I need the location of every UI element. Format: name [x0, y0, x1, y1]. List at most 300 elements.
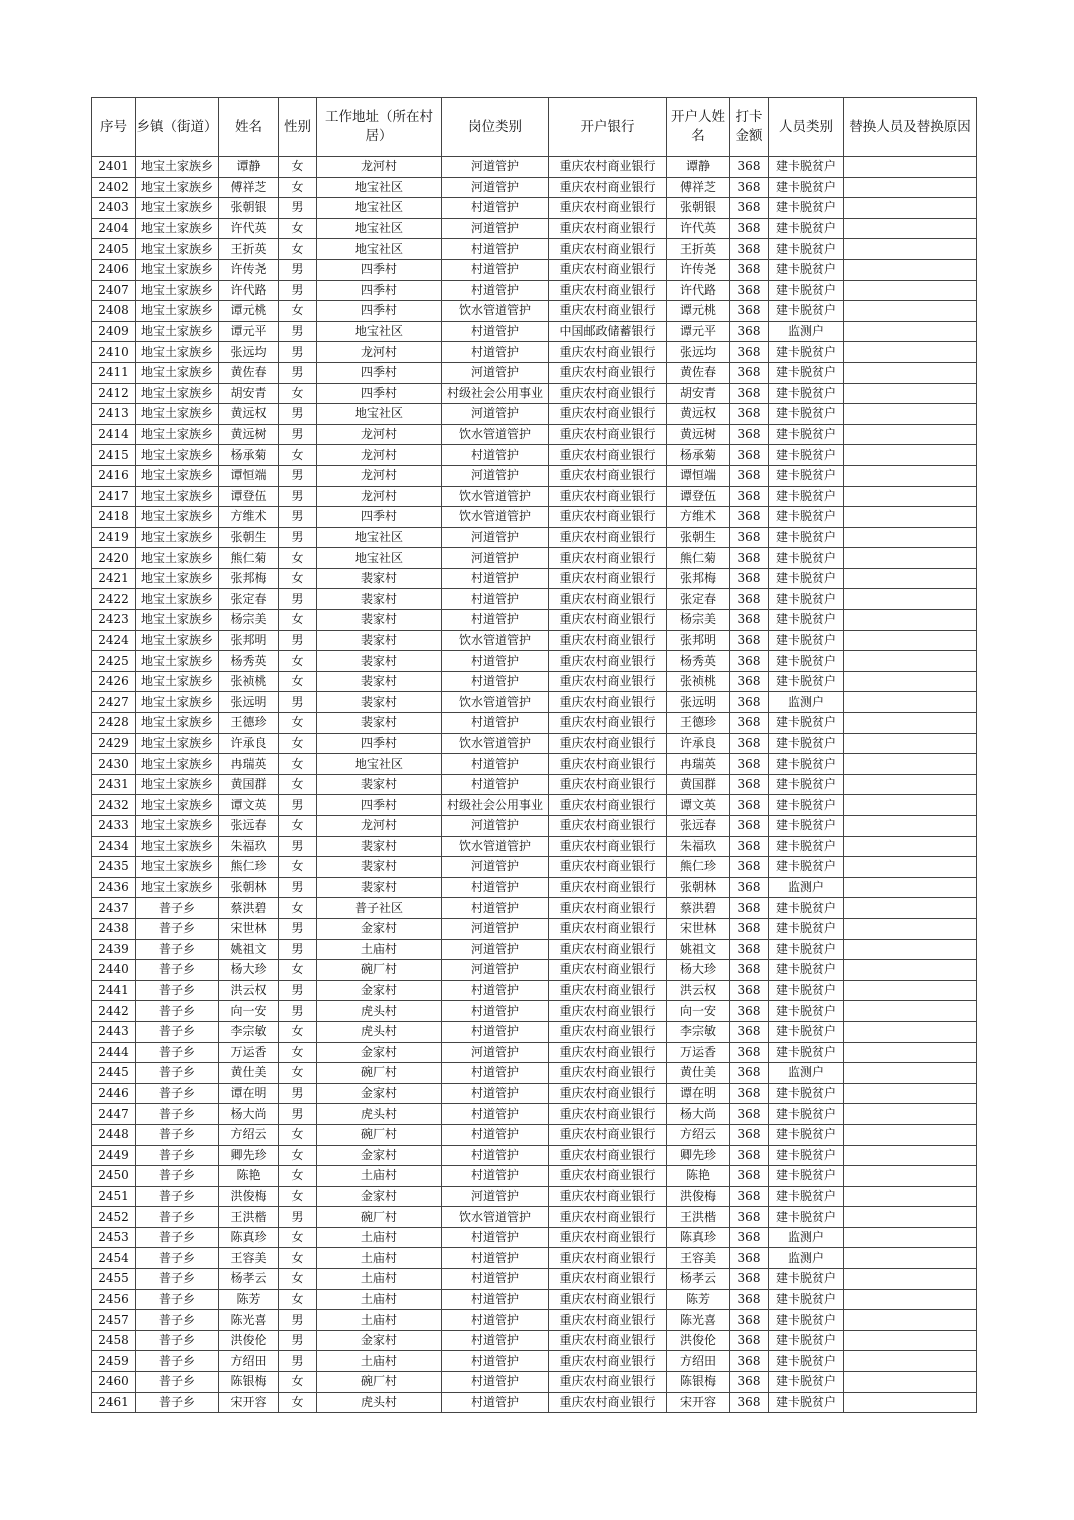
cell-amount: 368	[730, 1248, 769, 1269]
table-row	[92, 836, 977, 857]
cell-gender: 女	[279, 1021, 317, 1042]
cell-township: 地宝土家族乡	[136, 301, 219, 322]
cell-name: 方绍云	[219, 1124, 279, 1145]
cell-work-address: 土庙村	[317, 1227, 442, 1248]
cell-replacement	[844, 486, 977, 507]
cell-job-category: 河道管护	[442, 465, 549, 486]
cell-index: 2438	[92, 918, 136, 939]
cell-name: 谭在明	[219, 1083, 279, 1104]
cell-index: 2427	[92, 692, 136, 713]
cell-work-address: 虎头村	[317, 1392, 442, 1413]
cell-amount: 368	[730, 692, 769, 713]
table-row	[92, 918, 977, 939]
cell-name: 方绍田	[219, 1351, 279, 1372]
cell-name: 黄仕美	[219, 1063, 279, 1084]
cell-account-holder: 洪云权	[667, 980, 730, 1001]
cell-bank: 重庆农村商业银行	[549, 527, 667, 548]
cell-account-holder: 王洪楷	[667, 1207, 730, 1228]
cell-person-category: 监测户	[769, 1227, 844, 1248]
cell-account-holder: 朱福玖	[667, 836, 730, 857]
cell-bank: 重庆农村商业银行	[549, 610, 667, 631]
cell-name: 李宗敏	[219, 1021, 279, 1042]
cell-person-category: 建卡脱贫户	[769, 1392, 844, 1413]
cell-job-category: 饮水管道管护	[442, 733, 549, 754]
cell-index: 2404	[92, 218, 136, 239]
cell-person-category: 建卡脱贫户	[769, 301, 844, 322]
cell-township: 普子乡	[136, 1083, 219, 1104]
cell-amount: 368	[730, 795, 769, 816]
cell-work-address: 裴家村	[317, 774, 442, 795]
cell-gender: 女	[279, 1124, 317, 1145]
cell-account-holder: 冉瑞英	[667, 754, 730, 775]
cell-name: 宋世林	[219, 918, 279, 939]
cell-bank: 重庆农村商业银行	[549, 960, 667, 981]
cell-job-category: 河道管护	[442, 404, 549, 425]
cell-work-address: 碗厂村	[317, 960, 442, 981]
cell-township: 地宝土家族乡	[136, 589, 219, 610]
cell-account-holder: 胡安青	[667, 383, 730, 404]
cell-bank: 重庆农村商业银行	[549, 651, 667, 672]
col-header-account-holder: 开户人姓名	[667, 98, 730, 157]
cell-job-category: 村道管护	[442, 1083, 549, 1104]
cell-name: 谭静	[219, 157, 279, 178]
cell-name: 杨宗美	[219, 610, 279, 631]
cell-person-category: 监测户	[769, 692, 844, 713]
cell-replacement	[844, 1166, 977, 1187]
cell-gender: 男	[279, 198, 317, 219]
cell-name: 张定春	[219, 589, 279, 610]
roster-table	[91, 97, 977, 1413]
cell-gender: 女	[279, 218, 317, 239]
cell-index: 2421	[92, 568, 136, 589]
table-row	[92, 1166, 977, 1187]
cell-work-address: 裴家村	[317, 589, 442, 610]
cell-name: 洪云权	[219, 980, 279, 1001]
cell-job-category: 村道管护	[442, 1145, 549, 1166]
cell-township: 普子乡	[136, 1207, 219, 1228]
cell-account-holder: 陈银梅	[667, 1372, 730, 1393]
cell-person-category: 建卡脱贫户	[769, 259, 844, 280]
cell-bank: 重庆农村商业银行	[549, 548, 667, 569]
cell-index: 2416	[92, 465, 136, 486]
cell-index: 2450	[92, 1166, 136, 1187]
cell-account-holder: 张远明	[667, 692, 730, 713]
cell-amount: 368	[730, 774, 769, 795]
cell-bank: 重庆农村商业银行	[549, 301, 667, 322]
table-row	[92, 1001, 977, 1022]
cell-index: 2410	[92, 342, 136, 363]
cell-gender: 男	[279, 507, 317, 528]
cell-replacement	[844, 383, 977, 404]
cell-gender: 男	[279, 424, 317, 445]
cell-person-category: 建卡脱贫户	[769, 898, 844, 919]
cell-township: 普子乡	[136, 1001, 219, 1022]
cell-name: 张远明	[219, 692, 279, 713]
cell-account-holder: 宋世林	[667, 918, 730, 939]
cell-work-address: 地宝社区	[317, 321, 442, 342]
cell-name: 谭元桃	[219, 301, 279, 322]
cell-township: 普子乡	[136, 1021, 219, 1042]
cell-bank: 重庆农村商业银行	[549, 816, 667, 837]
cell-replacement	[844, 1083, 977, 1104]
cell-index: 2457	[92, 1310, 136, 1331]
cell-work-address: 裴家村	[317, 877, 442, 898]
cell-amount: 368	[730, 1021, 769, 1042]
cell-work-address: 龙河村	[317, 342, 442, 363]
cell-job-category: 村道管护	[442, 280, 549, 301]
cell-gender: 女	[279, 651, 317, 672]
cell-account-holder: 王容美	[667, 1248, 730, 1269]
cell-bank: 重庆农村商业银行	[549, 1104, 667, 1125]
cell-gender: 女	[279, 1227, 317, 1248]
table-row	[92, 301, 977, 322]
cell-job-category: 村道管护	[442, 445, 549, 466]
cell-person-category: 建卡脱贫户	[769, 1166, 844, 1187]
cell-replacement	[844, 424, 977, 445]
cell-gender: 女	[279, 239, 317, 260]
cell-job-category: 村道管护	[442, 1063, 549, 1084]
cell-account-holder: 姚祖文	[667, 939, 730, 960]
cell-gender: 女	[279, 816, 317, 837]
cell-amount: 368	[730, 1166, 769, 1187]
cell-work-address: 四季村	[317, 383, 442, 404]
cell-gender: 男	[279, 1104, 317, 1125]
cell-index: 2444	[92, 1042, 136, 1063]
cell-replacement	[844, 259, 977, 280]
cell-account-holder: 杨秀英	[667, 651, 730, 672]
cell-work-address: 龙河村	[317, 157, 442, 178]
cell-account-holder: 陈真珍	[667, 1227, 730, 1248]
cell-bank: 重庆农村商业银行	[549, 1124, 667, 1145]
cell-amount: 368	[730, 1063, 769, 1084]
cell-job-category: 河道管护	[442, 857, 549, 878]
cell-gender: 女	[279, 548, 317, 569]
cell-township: 地宝土家族乡	[136, 280, 219, 301]
table-row	[92, 404, 977, 425]
cell-amount: 368	[730, 177, 769, 198]
cell-account-holder: 谭静	[667, 157, 730, 178]
cell-person-category: 监测户	[769, 1063, 844, 1084]
cell-amount: 368	[730, 527, 769, 548]
cell-account-holder: 杨孝云	[667, 1269, 730, 1290]
cell-work-address: 土庙村	[317, 1351, 442, 1372]
cell-bank: 重庆农村商业银行	[549, 939, 667, 960]
cell-work-address: 土庙村	[317, 1310, 442, 1331]
cell-person-category: 建卡脱贫户	[769, 1269, 844, 1290]
cell-township: 普子乡	[136, 1104, 219, 1125]
cell-bank: 重庆农村商业银行	[549, 465, 667, 486]
cell-index: 2441	[92, 980, 136, 1001]
cell-work-address: 四季村	[317, 259, 442, 280]
table-row	[92, 218, 977, 239]
cell-replacement	[844, 651, 977, 672]
cell-index: 2429	[92, 733, 136, 754]
cell-replacement	[844, 1104, 977, 1125]
table-row	[92, 507, 977, 528]
cell-job-category: 村道管护	[442, 1269, 549, 1290]
cell-job-category: 河道管护	[442, 816, 549, 837]
cell-job-category: 村道管护	[442, 1021, 549, 1042]
cell-account-holder: 张朝生	[667, 527, 730, 548]
cell-amount: 368	[730, 301, 769, 322]
cell-amount: 368	[730, 1083, 769, 1104]
cell-work-address: 虎头村	[317, 1021, 442, 1042]
table-row	[92, 321, 977, 342]
table-row	[92, 280, 977, 301]
cell-bank: 重庆农村商业银行	[549, 1166, 667, 1187]
cell-replacement	[844, 1372, 977, 1393]
cell-account-holder: 许承良	[667, 733, 730, 754]
cell-township: 地宝土家族乡	[136, 527, 219, 548]
cell-work-address: 金家村	[317, 1186, 442, 1207]
cell-township: 地宝土家族乡	[136, 713, 219, 734]
cell-amount: 368	[730, 548, 769, 569]
cell-amount: 368	[730, 610, 769, 631]
cell-township: 地宝土家族乡	[136, 692, 219, 713]
cell-account-holder: 张定春	[667, 589, 730, 610]
cell-index: 2452	[92, 1207, 136, 1228]
cell-index: 2401	[92, 157, 136, 178]
cell-township: 地宝土家族乡	[136, 157, 219, 178]
cell-job-category: 河道管护	[442, 362, 549, 383]
cell-account-holder: 李宗敏	[667, 1021, 730, 1042]
cell-person-category: 建卡脱贫户	[769, 1001, 844, 1022]
table-row	[92, 795, 977, 816]
cell-amount: 368	[730, 877, 769, 898]
cell-bank: 重庆农村商业银行	[549, 898, 667, 919]
cell-work-address: 四季村	[317, 507, 442, 528]
cell-name: 洪俊梅	[219, 1186, 279, 1207]
cell-gender: 男	[279, 589, 317, 610]
cell-gender: 男	[279, 836, 317, 857]
cell-job-category: 饮水管道管护	[442, 507, 549, 528]
cell-account-holder: 黄远树	[667, 424, 730, 445]
cell-amount: 368	[730, 630, 769, 651]
cell-index: 2432	[92, 795, 136, 816]
cell-index: 2449	[92, 1145, 136, 1166]
cell-bank: 重庆农村商业银行	[549, 259, 667, 280]
table-row	[92, 733, 977, 754]
cell-amount: 368	[730, 1001, 769, 1022]
cell-township: 普子乡	[136, 1166, 219, 1187]
cell-bank: 重庆农村商业银行	[549, 877, 667, 898]
cell-account-holder: 许代路	[667, 280, 730, 301]
col-header-amount: 打卡金额	[730, 98, 769, 157]
cell-index: 2422	[92, 589, 136, 610]
cell-work-address: 四季村	[317, 280, 442, 301]
cell-gender: 女	[279, 1248, 317, 1269]
cell-gender: 男	[279, 1351, 317, 1372]
cell-work-address: 四季村	[317, 795, 442, 816]
cell-gender: 女	[279, 445, 317, 466]
cell-replacement	[844, 939, 977, 960]
cell-township: 普子乡	[136, 939, 219, 960]
cell-person-category: 建卡脱贫户	[769, 754, 844, 775]
cell-gender: 男	[279, 486, 317, 507]
table-row	[92, 898, 977, 919]
table-row	[92, 774, 977, 795]
cell-bank: 重庆农村商业银行	[549, 713, 667, 734]
cell-job-category: 村道管护	[442, 1227, 549, 1248]
cell-person-category: 建卡脱贫户	[769, 651, 844, 672]
cell-job-category: 村道管护	[442, 877, 549, 898]
cell-replacement	[844, 960, 977, 981]
cell-work-address: 土庙村	[317, 1166, 442, 1187]
cell-name: 杨孝云	[219, 1269, 279, 1290]
cell-gender: 男	[279, 939, 317, 960]
cell-work-address: 金家村	[317, 918, 442, 939]
cell-gender: 女	[279, 754, 317, 775]
cell-township: 普子乡	[136, 1063, 219, 1084]
table-row	[92, 342, 977, 363]
cell-person-category: 建卡脱贫户	[769, 218, 844, 239]
cell-job-category: 村道管护	[442, 1330, 549, 1351]
cell-work-address: 地宝社区	[317, 239, 442, 260]
cell-township: 地宝土家族乡	[136, 507, 219, 528]
cell-gender: 男	[279, 259, 317, 280]
cell-job-category: 饮水管道管护	[442, 836, 549, 857]
cell-replacement	[844, 1330, 977, 1351]
cell-account-holder: 张邦明	[667, 630, 730, 651]
cell-index: 2433	[92, 816, 136, 837]
cell-index: 2417	[92, 486, 136, 507]
cell-account-holder: 蔡洪碧	[667, 898, 730, 919]
cell-replacement	[844, 568, 977, 589]
cell-replacement	[844, 362, 977, 383]
cell-bank: 重庆农村商业银行	[549, 857, 667, 878]
cell-amount: 368	[730, 1392, 769, 1413]
table-row	[92, 1351, 977, 1372]
cell-township: 普子乡	[136, 1372, 219, 1393]
cell-work-address: 地宝社区	[317, 548, 442, 569]
cell-person-category: 建卡脱贫户	[769, 733, 844, 754]
col-header-job-category: 岗位类别	[442, 98, 549, 157]
cell-gender: 女	[279, 774, 317, 795]
cell-person-category: 建卡脱贫户	[769, 177, 844, 198]
cell-township: 普子乡	[136, 898, 219, 919]
cell-bank: 重庆农村商业银行	[549, 1248, 667, 1269]
table-row	[92, 980, 977, 1001]
cell-replacement	[844, 1021, 977, 1042]
cell-index: 2413	[92, 404, 136, 425]
cell-gender: 女	[279, 1063, 317, 1084]
cell-name: 谭恒端	[219, 465, 279, 486]
col-header-bank: 开户银行	[549, 98, 667, 157]
cell-work-address: 金家村	[317, 980, 442, 1001]
cell-gender: 男	[279, 321, 317, 342]
table-row	[92, 630, 977, 651]
cell-name: 许代英	[219, 218, 279, 239]
cell-bank: 重庆农村商业银行	[549, 1269, 667, 1290]
cell-replacement	[844, 1042, 977, 1063]
cell-amount: 368	[730, 342, 769, 363]
cell-person-category: 建卡脱贫户	[769, 445, 844, 466]
cell-replacement	[844, 404, 977, 425]
cell-bank: 重庆农村商业银行	[549, 568, 667, 589]
cell-person-category: 建卡脱贫户	[769, 1083, 844, 1104]
cell-name: 张朝林	[219, 877, 279, 898]
table-row	[92, 383, 977, 404]
cell-replacement	[844, 1392, 977, 1413]
cell-township: 普子乡	[136, 1227, 219, 1248]
cell-account-holder: 熊仁菊	[667, 548, 730, 569]
cell-work-address: 碗厂村	[317, 1207, 442, 1228]
cell-job-category: 村道管护	[442, 198, 549, 219]
cell-work-address: 土庙村	[317, 1248, 442, 1269]
cell-township: 地宝土家族乡	[136, 816, 219, 837]
cell-name: 宋开容	[219, 1392, 279, 1413]
cell-work-address: 金家村	[317, 1083, 442, 1104]
cell-name: 杨大尚	[219, 1104, 279, 1125]
cell-bank: 重庆农村商业银行	[549, 733, 667, 754]
cell-bank: 重庆农村商业银行	[549, 1289, 667, 1310]
cell-gender: 男	[279, 527, 317, 548]
cell-job-category: 村道管护	[442, 1166, 549, 1187]
cell-account-holder: 张远均	[667, 342, 730, 363]
cell-bank: 中国邮政储蓄银行	[549, 321, 667, 342]
table-row	[92, 1104, 977, 1125]
cell-gender: 女	[279, 1042, 317, 1063]
cell-work-address: 龙河村	[317, 465, 442, 486]
cell-account-holder: 傅祥芝	[667, 177, 730, 198]
cell-name: 胡安青	[219, 383, 279, 404]
cell-person-category: 建卡脱贫户	[769, 507, 844, 528]
cell-gender: 女	[279, 301, 317, 322]
cell-township: 地宝土家族乡	[136, 362, 219, 383]
cell-replacement	[844, 507, 977, 528]
cell-township: 普子乡	[136, 1186, 219, 1207]
cell-index: 2453	[92, 1227, 136, 1248]
cell-work-address: 四季村	[317, 362, 442, 383]
cell-amount: 368	[730, 507, 769, 528]
cell-bank: 重庆农村商业银行	[549, 671, 667, 692]
cell-gender: 女	[279, 1289, 317, 1310]
table-row	[92, 362, 977, 383]
cell-name: 许承良	[219, 733, 279, 754]
cell-replacement	[844, 589, 977, 610]
cell-replacement	[844, 898, 977, 919]
cell-bank: 重庆农村商业银行	[549, 1145, 667, 1166]
table-row	[92, 877, 977, 898]
cell-township: 普子乡	[136, 918, 219, 939]
cell-person-category: 建卡脱贫户	[769, 424, 844, 445]
cell-account-holder: 王德珍	[667, 713, 730, 734]
cell-township: 普子乡	[136, 1330, 219, 1351]
cell-township: 地宝土家族乡	[136, 383, 219, 404]
table-row	[92, 939, 977, 960]
cell-replacement	[844, 445, 977, 466]
cell-amount: 368	[730, 918, 769, 939]
cell-bank: 重庆农村商业银行	[549, 836, 667, 857]
cell-index: 2454	[92, 1248, 136, 1269]
cell-account-holder: 张邦梅	[667, 568, 730, 589]
cell-gender: 男	[279, 404, 317, 425]
table-header-row	[92, 98, 977, 157]
cell-account-holder: 陈芳	[667, 1289, 730, 1310]
cell-amount: 368	[730, 1042, 769, 1063]
cell-replacement	[844, 918, 977, 939]
cell-township: 普子乡	[136, 1310, 219, 1331]
cell-job-category: 村道管护	[442, 342, 549, 363]
cell-replacement	[844, 1310, 977, 1331]
cell-index: 2426	[92, 671, 136, 692]
cell-index: 2443	[92, 1021, 136, 1042]
cell-name: 许代路	[219, 280, 279, 301]
cell-account-holder: 向一安	[667, 1001, 730, 1022]
cell-replacement	[844, 280, 977, 301]
cell-amount: 368	[730, 157, 769, 178]
cell-name: 陈真珍	[219, 1227, 279, 1248]
